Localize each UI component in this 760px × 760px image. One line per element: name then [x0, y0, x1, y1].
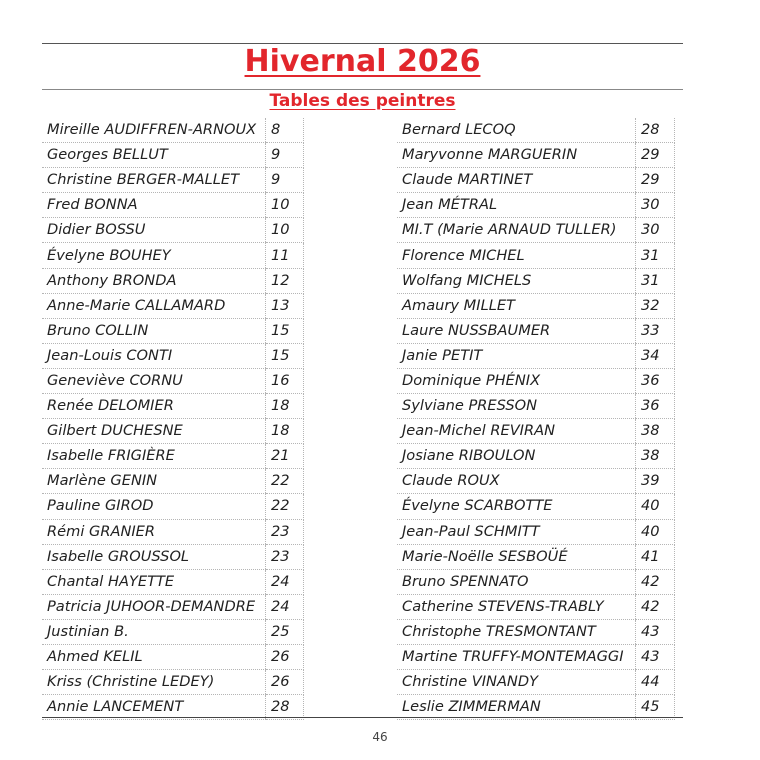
page-subtitle: Tables des peintres [269, 91, 456, 111]
table-number: 40 [636, 519, 675, 544]
painter-name: Chantal HAYETTE [42, 569, 266, 594]
table-number: 36 [636, 394, 675, 419]
painter-name: Amaury MILLET [397, 293, 636, 318]
table-row [42, 619, 304, 644]
table-row [397, 494, 675, 519]
table-row [42, 444, 304, 469]
table-row [42, 118, 304, 143]
table-number: 32 [636, 293, 675, 318]
painter-name: Jean-Paul SCHMITT [397, 519, 636, 544]
painter-name: Florence MICHEL [397, 243, 636, 268]
table-row [397, 394, 675, 419]
painter-name: Bruno SPENNATO [397, 569, 636, 594]
table-number: 9 [266, 168, 304, 193]
table-row [42, 670, 304, 695]
table-number: 22 [266, 469, 304, 494]
table-row [42, 469, 304, 494]
table-number: 42 [636, 594, 675, 619]
painter-name: Josiane RIBOULON [397, 444, 636, 469]
table-number: 11 [266, 243, 304, 268]
table-number: 24 [266, 569, 304, 594]
table-row [42, 569, 304, 594]
table-row [397, 168, 675, 193]
table-row [42, 494, 304, 519]
painter-name: Patricia JUHOOR-DEMANDRE [42, 594, 266, 619]
table-row [42, 368, 304, 393]
table-number: 28 [266, 695, 304, 720]
table-row [397, 293, 675, 318]
table-row [397, 243, 675, 268]
painter-name: Annie LANCEMENT [42, 695, 266, 720]
painter-name: Anne-Marie CALLAMARD [42, 293, 266, 318]
painters-table-left [42, 118, 304, 720]
painter-name: Renée DELOMIER [42, 394, 266, 419]
table-number: 10 [266, 193, 304, 218]
table-row [42, 193, 304, 218]
painter-name: Isabelle FRIGIÈRE [42, 444, 266, 469]
page-number: 46 [372, 730, 388, 744]
table-row [42, 544, 304, 569]
table-row [397, 519, 675, 544]
table-row [397, 419, 675, 444]
table-number: 38 [636, 419, 675, 444]
table-number: 42 [636, 569, 675, 594]
table-number: 33 [636, 318, 675, 343]
painter-name: Jean-Louis CONTI [42, 343, 266, 368]
painter-name: Évelyne BOUHEY [42, 243, 266, 268]
painter-name: Maryvonne MARGUERIN [397, 143, 636, 168]
painter-name: Claude MARTINET [397, 168, 636, 193]
table-number: 25 [266, 619, 304, 644]
table-number: 39 [636, 469, 675, 494]
table-row [42, 318, 304, 343]
table-number: 43 [636, 644, 675, 669]
table-row [397, 368, 675, 393]
table-number: 23 [266, 519, 304, 544]
table-row [397, 644, 675, 669]
table-number: 45 [636, 695, 675, 720]
table-number: 21 [266, 444, 304, 469]
painter-name: Jean-Michel REVIRAN [397, 419, 636, 444]
table-number: 12 [266, 268, 304, 293]
painter-name: Didier BOSSU [42, 218, 266, 243]
table-row [42, 243, 304, 268]
painter-name: MI.T (Marie ARNAUD TULLER) [397, 218, 636, 243]
painter-name: Rémi GRANIER [42, 519, 266, 544]
table-row [397, 218, 675, 243]
table-row [42, 143, 304, 168]
table-row [397, 544, 675, 569]
table-row [397, 469, 675, 494]
table-row [397, 193, 675, 218]
bottom-rule [42, 717, 683, 718]
painter-name: Ahmed KELIL [42, 644, 266, 669]
page-title: Hivernal 2026 [244, 44, 481, 79]
painter-name: Gilbert DUCHESNE [42, 419, 266, 444]
painter-name: Christine VINANDY [397, 670, 636, 695]
table-number: 9 [266, 143, 304, 168]
table-number: 13 [266, 293, 304, 318]
table-number: 30 [636, 193, 675, 218]
table-row [42, 594, 304, 619]
table-number: 18 [266, 419, 304, 444]
table-row [397, 268, 675, 293]
painter-name: Bruno COLLIN [42, 318, 266, 343]
table-row [42, 218, 304, 243]
table-row [42, 268, 304, 293]
table-row [397, 695, 675, 720]
table-number: 34 [636, 343, 675, 368]
table-number: 15 [266, 318, 304, 343]
table-row [397, 318, 675, 343]
table-number: 15 [266, 343, 304, 368]
table-number: 23 [266, 544, 304, 569]
table-row [42, 343, 304, 368]
painter-name: Justinian B. [42, 619, 266, 644]
table-row [397, 444, 675, 469]
painter-name: Christophe TRESMONTANT [397, 619, 636, 644]
painter-name: Évelyne SCARBOTTE [397, 494, 636, 519]
painter-name: Martine TRUFFY-MONTEMAGGI [397, 644, 636, 669]
table-row [397, 143, 675, 168]
painter-name: Christine BERGER-MALLET [42, 168, 266, 193]
table-row [397, 343, 675, 368]
painters-table-right [397, 118, 675, 720]
table-number: 31 [636, 268, 675, 293]
painter-name: Kriss (Christine LEDEY) [42, 670, 266, 695]
table-number: 29 [636, 143, 675, 168]
table-row [397, 569, 675, 594]
painter-name: Mireille AUDIFFREN-ARNOUX [42, 118, 266, 143]
table-number: 40 [636, 494, 675, 519]
painter-name: Marlène GENIN [42, 469, 266, 494]
painter-name: Pauline GIROD [42, 494, 266, 519]
table-row [42, 394, 304, 419]
painter-name: Laure NUSSBAUMER [397, 318, 636, 343]
table-row [42, 419, 304, 444]
painter-name: Isabelle GROUSSOL [42, 544, 266, 569]
table-number: 38 [636, 444, 675, 469]
table-row [42, 644, 304, 669]
table-number: 29 [636, 168, 675, 193]
painter-name: Sylviane PRESSON [397, 394, 636, 419]
painter-name: Geneviève CORNU [42, 368, 266, 393]
painter-name: Jean MÉTRAL [397, 193, 636, 218]
table-number: 26 [266, 670, 304, 695]
table-number: 28 [636, 118, 675, 143]
table-row [42, 168, 304, 193]
painter-name: Catherine STEVENS-TRABLY [397, 594, 636, 619]
painter-name: Anthony BRONDA [42, 268, 266, 293]
table-row [42, 519, 304, 544]
table-number: 43 [636, 619, 675, 644]
table-row [42, 293, 304, 318]
table-number: 44 [636, 670, 675, 695]
table-number: 24 [266, 594, 304, 619]
table-number: 16 [266, 368, 304, 393]
painter-name: Marie-Noëlle SESBOÜÉ [397, 544, 636, 569]
table-number: 10 [266, 218, 304, 243]
table-row [397, 670, 675, 695]
table-number: 41 [636, 544, 675, 569]
painter-name: Dominique PHÉNIX [397, 368, 636, 393]
table-number: 22 [266, 494, 304, 519]
table-number: 31 [636, 243, 675, 268]
painter-name: Claude ROUX [397, 469, 636, 494]
painter-name: Bernard LECOQ [397, 118, 636, 143]
table-number: 30 [636, 218, 675, 243]
painter-name: Fred BONNA [42, 193, 266, 218]
table-number: 36 [636, 368, 675, 393]
painter-name: Janie PETIT [397, 343, 636, 368]
table-row [397, 118, 675, 143]
table-number: 18 [266, 394, 304, 419]
painter-name: Georges BELLUT [42, 143, 266, 168]
table-number: 8 [266, 118, 304, 143]
painter-name: Leslie ZIMMERMAN [397, 695, 636, 720]
table-row [397, 619, 675, 644]
painter-name: Wolfang MICHELS [397, 268, 636, 293]
table-number: 26 [266, 644, 304, 669]
table-row [397, 594, 675, 619]
table-row [42, 695, 304, 720]
